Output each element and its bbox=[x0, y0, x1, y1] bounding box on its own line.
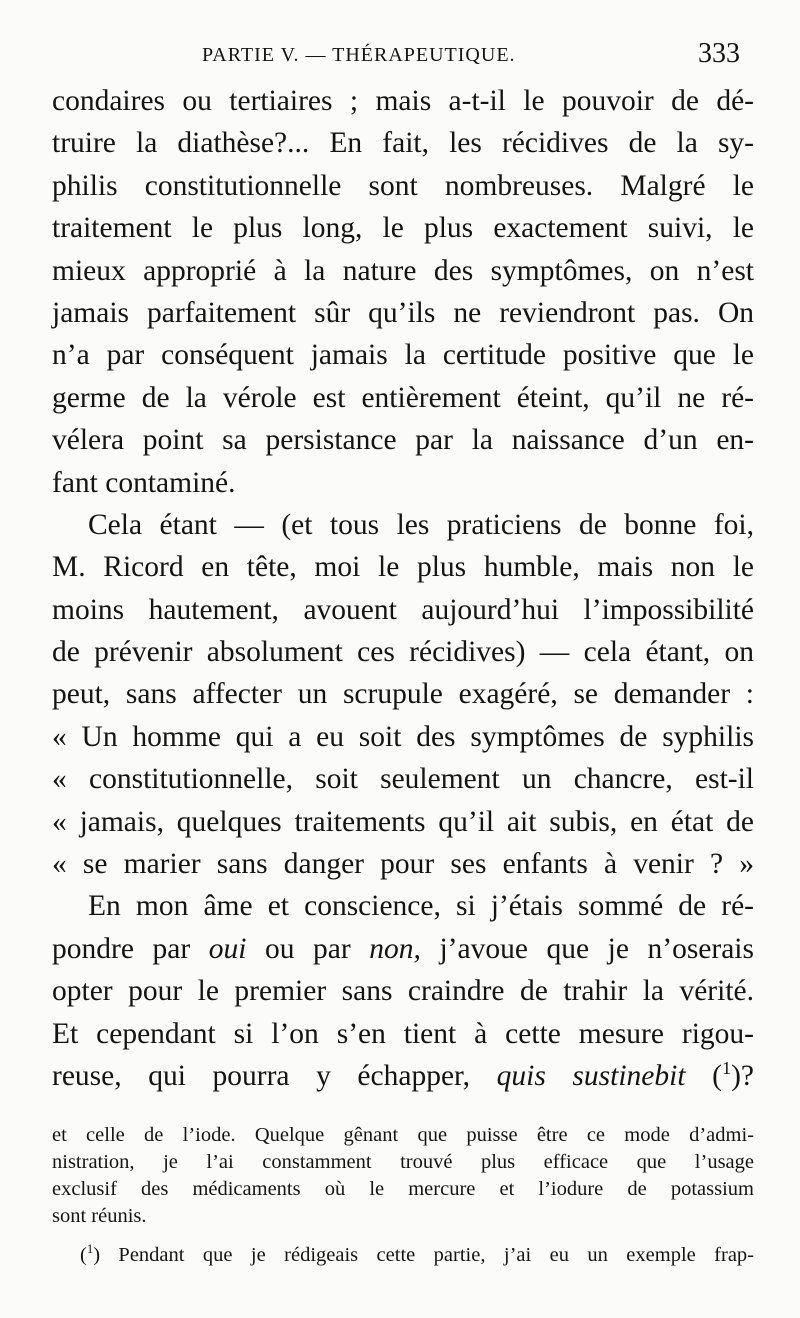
text-line: jamais parfaitement sûr qu’ils ne reviendront pas. On bbox=[52, 296, 754, 329]
text-line: « jamais, quelques traitements qu’il ait subis, en état de bbox=[52, 805, 754, 838]
text-line: « Un homme qui a eu soit des symptômes de syphilis bbox=[52, 720, 754, 753]
footnote-line: et celle de l’iode. Quelque gênant que puisse être ce mode d’admi- bbox=[52, 1124, 754, 1146]
text-segment: )? bbox=[731, 1059, 754, 1092]
italic-word-non: non, bbox=[369, 932, 421, 965]
text-line: mieux approprié à la nature des symptômes, on n’est bbox=[52, 254, 754, 287]
text-line bbox=[52, 1055, 754, 1097]
page-number: 333 bbox=[698, 38, 740, 69]
text-segment: ( bbox=[685, 1059, 722, 1092]
italic-word-oui: oui bbox=[208, 932, 247, 965]
footnote-1 bbox=[52, 1242, 754, 1269]
text-segment: ou par bbox=[246, 932, 370, 965]
text-line: « se marier sans danger pour ses enfants à venir ? » bbox=[52, 848, 754, 881]
text-line: n’a par conséquent jamais la certitude positive que le bbox=[52, 339, 754, 372]
footnote-continued bbox=[52, 1122, 754, 1230]
text-segment: reuse, qui pourra y échapper, bbox=[52, 1059, 497, 1092]
text-line: moins hautement, avouent aujourd’hui l’impossibilité bbox=[52, 593, 754, 626]
paragraph-3 bbox=[52, 885, 754, 1097]
text-line: Cela étant — (et tous les praticiens de bonne foi, bbox=[88, 508, 754, 541]
text-segment: ) Pendant que je rédigeais cette partie, j’ai eu un exemple frap- bbox=[93, 1244, 754, 1266]
text-line bbox=[52, 928, 754, 970]
text-segment: ( bbox=[80, 1244, 87, 1266]
text-segment: j’avoue que je n’oserais bbox=[420, 932, 754, 965]
paragraph-2 bbox=[52, 504, 754, 886]
running-title: PARTIE V. — THÉRAPEUTIQUE. bbox=[202, 44, 516, 66]
footnote-gap bbox=[52, 1230, 754, 1242]
text-line: « constitutionnelle, soit seulement un chancre, est-il bbox=[52, 763, 754, 796]
text-line: traitement le plus long, le plus exactement suivi, le bbox=[52, 212, 754, 245]
text-line: opter pour le premier sans craindre de trahir la vérité. bbox=[52, 975, 754, 1008]
text-line: germe de la vérole est entièrement éteint, qu’il ne ré- bbox=[52, 381, 754, 414]
paragraph-1 bbox=[52, 80, 754, 504]
body-text bbox=[52, 80, 754, 1097]
footnote-line: nistration, je l’ai constamment trouvé plus efficace que l’usage bbox=[52, 1151, 754, 1173]
text-line: vélera point sa persistance par la naissance d’un en- bbox=[52, 424, 754, 457]
text-line: M. Ricord en tête, moi le plus humble, mais non le bbox=[52, 551, 754, 584]
text-line: de prévenir absolument ces récidives) — cela étant, on bbox=[52, 636, 754, 669]
text-line: truire la diathèse?... En fait, les récidives de la sy- bbox=[52, 127, 754, 160]
footnote-line: sont réunis. bbox=[52, 1205, 147, 1227]
text-line: Et cependant si l’on s’en tient à cette mesure rigou- bbox=[52, 1017, 754, 1050]
text-segment: pondre par bbox=[52, 932, 209, 965]
text-line: En mon âme et conscience, si j’étais sommé de ré- bbox=[88, 890, 754, 923]
footnote-ref[interactable]: 1 bbox=[721, 1058, 732, 1079]
footnote-line: exclusif des médicaments où le mercure et l’iodure de potassium bbox=[52, 1178, 754, 1200]
text-line: fant contaminé. bbox=[52, 466, 236, 499]
footnote-line bbox=[52, 1242, 754, 1269]
footnote-divider bbox=[52, 1108, 172, 1109]
text-line: peut, sans affecter un scrupule exagéré, se demander : bbox=[52, 678, 754, 711]
text-line: philis constitutionnelle sont nombreuses. Malgré le bbox=[52, 169, 754, 202]
text-line: condaires ou tertiaires ; mais a-t-il le pouvoir de dé- bbox=[52, 85, 754, 117]
running-head bbox=[52, 38, 748, 72]
footnote-marker: 1 bbox=[86, 1242, 94, 1257]
footnotes bbox=[52, 1122, 754, 1269]
italic-latin-quote: quis sustinebit bbox=[496, 1059, 686, 1092]
